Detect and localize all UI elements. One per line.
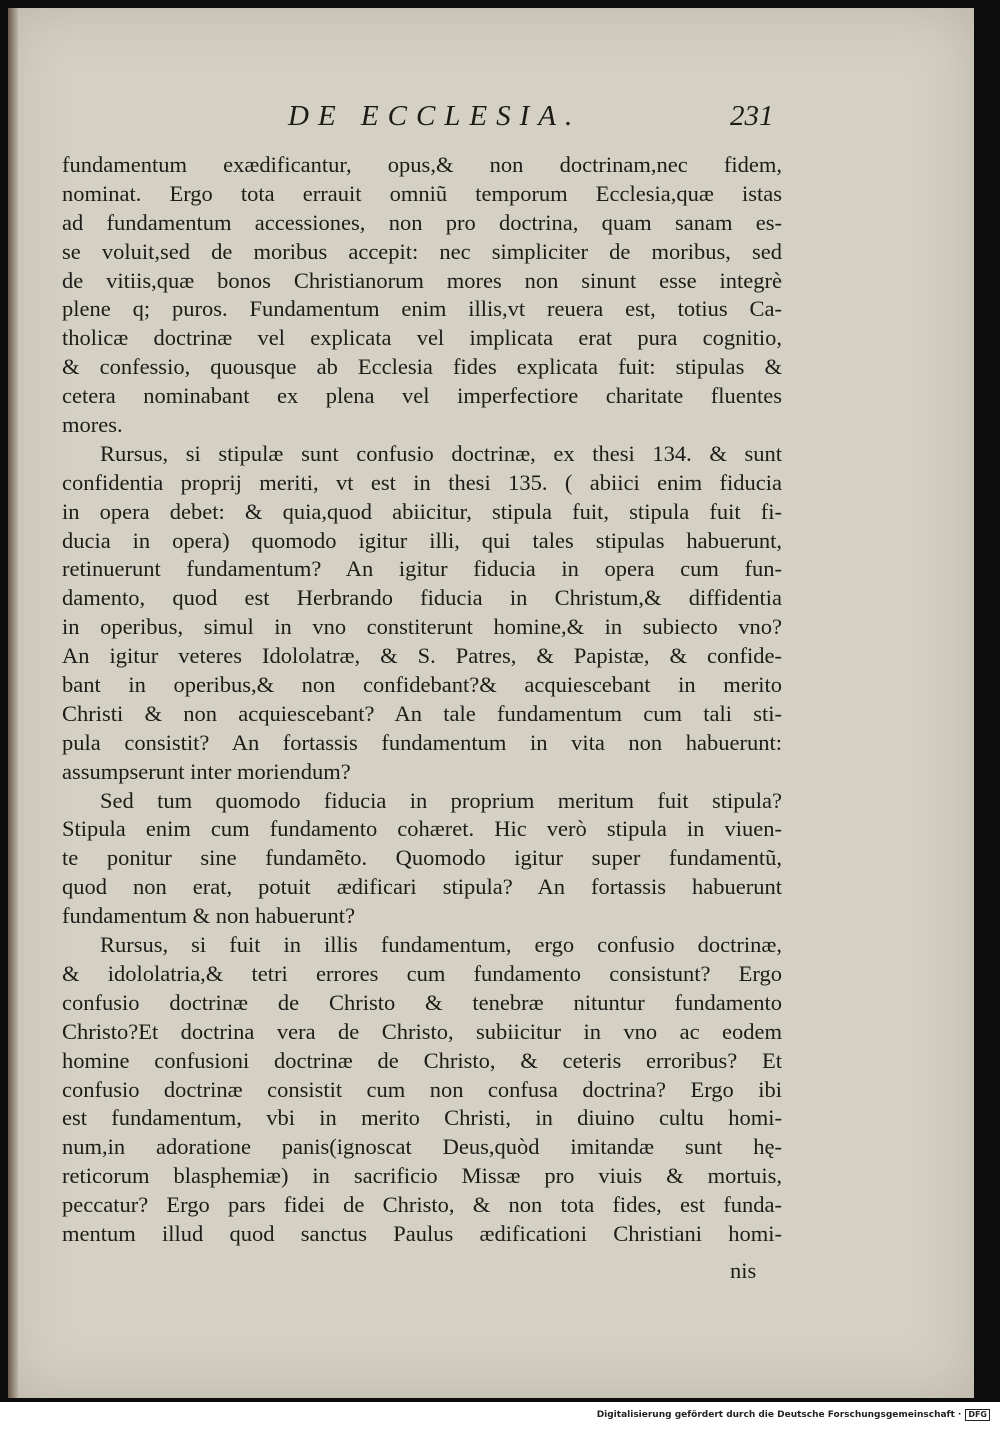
text-line: Christi & non acquiescebant? An tale fundamentum cum tali sti- xyxy=(62,700,782,726)
text-line: quod non erat, potuit ædificari stipula? An fortassis habuerunt xyxy=(62,874,782,900)
text-line: pula consistit? An fortassis fundamentum in vita non habuerunt: xyxy=(62,729,782,755)
text-line: Christo?Et doctrina vera de Christo, subiicitur in vno ac eodem xyxy=(62,1018,782,1044)
text-line: Stipula enim cum fundamento cohæret. Hic verò stipula in viuen- xyxy=(62,816,782,842)
text-line: plene q; puros. Fundamentum enim illis,vt reuera est, totius Ca- xyxy=(62,296,782,322)
text-line: confidentia proprij meriti, vt est in thesi 135. ( abiici enim fiducia xyxy=(62,469,782,495)
text-line: mores. xyxy=(62,412,123,438)
page-binding-edge xyxy=(8,8,18,1398)
text-line: se voluit,sed de moribus accepit: nec simpliciter de moribus, sed xyxy=(62,238,782,264)
text-line: confusio doctrinæ consistit cum non confusa doctrina? Ergo ibi xyxy=(62,1076,782,1102)
credit-text: Digitalisierung gefördert durch die Deutsche Forschungsgemeinschaft · xyxy=(596,1410,962,1420)
text-line: cetera nominabant ex plena vel imperfectiore charitate fluentes xyxy=(62,383,782,409)
text-line: fundamentum & non habuerunt? xyxy=(62,903,356,929)
text-line: Sed tum quomodo fiducia in proprium meritum fuit stipula? xyxy=(100,787,782,813)
running-head: DE ECCLESIA. xyxy=(288,100,582,132)
text-line: te ponitur sine fundamẽto. Quomodo igitur super fundamentũ, xyxy=(62,845,782,871)
text-line: mentum illud quod sanctus Paulus ædificationi Christiani homi- xyxy=(62,1220,782,1246)
digitization-credit xyxy=(597,1408,990,1422)
text-line: peccatur? Ergo pars fidei de Christo, & non tota fides, est funda- xyxy=(62,1192,782,1218)
catchword: nis xyxy=(730,1258,757,1283)
text-line: in opera debet: & quia,quod abiicitur, stipula fuit, stipula fuit fi- xyxy=(62,498,782,524)
text-line: ducia in opera) quomodo igitur illi, qui tales stipulas habuerunt, xyxy=(62,527,782,553)
text-line: & idololatria,& tetri errores cum fundamento consistunt? Ergo xyxy=(62,960,782,986)
text-line: tholicæ doctrinæ vel explicata vel implicata erat pura cognitio, xyxy=(62,325,782,351)
text-line: bant in operibus,& non confidebant?& acquiescebant in merito xyxy=(62,672,782,698)
text-line: confusio doctrinæ de Christo & tenebræ nituntur fundamento xyxy=(62,989,782,1015)
text-line: damento, quod est Herbrando fiducia in Christum,& diffidentia xyxy=(62,585,782,611)
text-line: in operibus, simul in vno constiterunt homine,& in subiecto vno? xyxy=(62,614,782,640)
text-line: ad fundamentum accessiones, non pro doctrina, quam sanam es- xyxy=(62,209,782,235)
page-number: 231 xyxy=(730,100,774,132)
text-line: reticorum blasphemiæ) in sacrificio Missæ pro viuis & mortuis, xyxy=(62,1163,782,1189)
text-line: fundamentum exædificantur, opus,& non doctrinam,nec fidem, xyxy=(62,152,782,177)
text-line: Rursus, si stipulæ sunt confusio doctrinæ, ex thesi 134. & sunt xyxy=(100,440,782,466)
text-line: de vitiis,quæ bonos Christianorum mores non sinunt esse integrè xyxy=(62,267,782,293)
text-line: num,in adoratione panis(ignoscat Deus,quòd imitandæ sunt hę- xyxy=(62,1134,782,1160)
dfg-logo: DFG xyxy=(965,1409,990,1421)
text-line: Rursus, si fuit in illis fundamentum, ergo confusio doctrinæ, xyxy=(100,932,782,958)
text-line: est fundamentum, vbi in merito Christi, in diuino cultu homi- xyxy=(62,1105,782,1131)
body-text xyxy=(62,151,782,1249)
text-line: & confessio, quousque ab Ecclesia fides explicata fuit: stipulas & xyxy=(62,354,782,380)
text-line: An igitur veteres Idololatræ, & S. Patres, & Papistæ, & confide- xyxy=(62,643,782,669)
text-line: nominat. Ergo tota errauit omniũ temporum Ecclesia,quæ istas xyxy=(62,180,782,206)
text-line: assumpserunt inter moriendum? xyxy=(62,758,351,784)
book-page xyxy=(8,8,974,1398)
text-line: retinuerunt fundamentum? An igitur fiducia in opera cum fun- xyxy=(62,556,782,582)
text-line: homine confusioni doctrinæ de Christo, & ceteris erroribus? Et xyxy=(62,1047,782,1073)
